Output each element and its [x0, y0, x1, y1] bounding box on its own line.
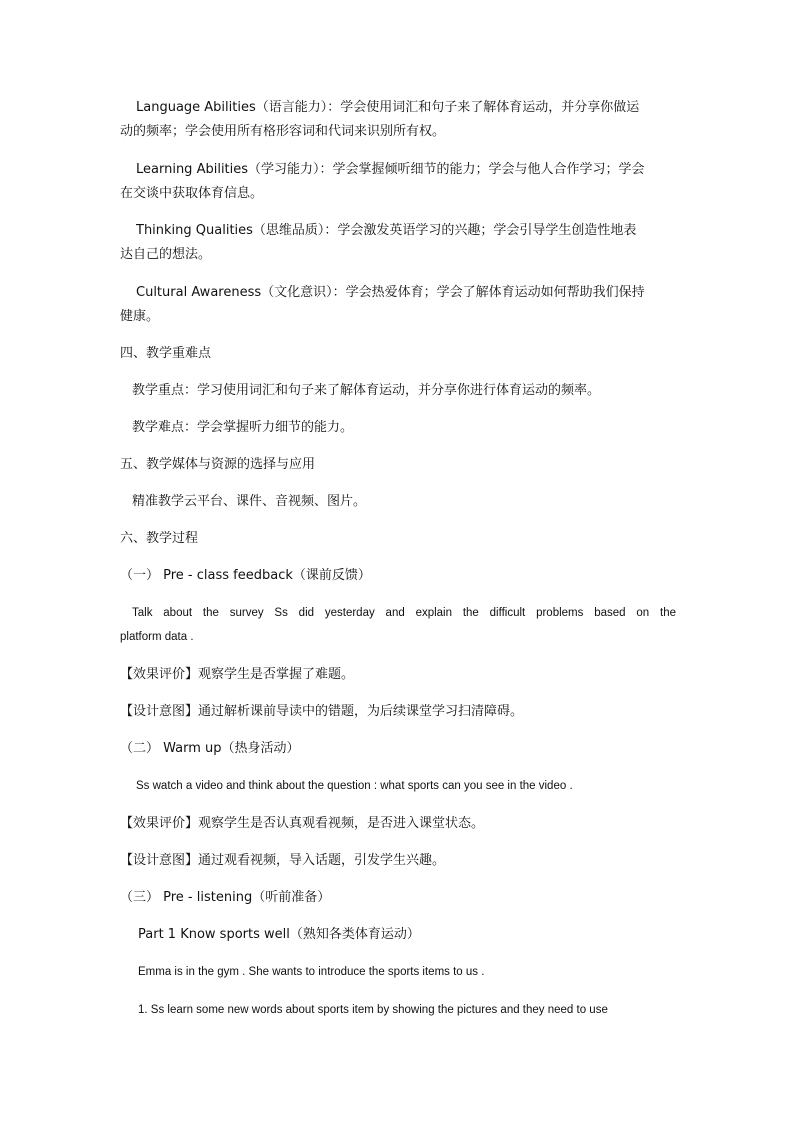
step-1-line-1: Talk about the survey Ss did yesterday and explain the difficult problems based on the: [132, 607, 676, 619]
part-1-heading: Part 1 Know sports well（熟知各类体育运动）: [138, 927, 420, 942]
cultural-awareness-line-1: Cultural Awareness（文化意识）：学会热爱体育；学会了解体育运动如何帮助我们保持: [136, 285, 645, 300]
step-2-content: Ss watch a video and think about the question : what sports can you see in the video .: [136, 780, 573, 792]
section-4-heading: 四、教学重难点: [120, 346, 212, 361]
step-2-heading: （二） Warm up（热身活动）: [120, 741, 300, 756]
step-3-heading: （三） Pre - listening（听前准备）: [120, 890, 331, 905]
part-1-item-1: 1. Ss learn some new words about sports item by showing the pictures and they need to use: [138, 1004, 608, 1016]
step-1-evaluation: 【效果评价】观察学生是否掌握了难题。: [120, 667, 355, 682]
step-1-line-2: platform data .: [120, 631, 194, 643]
learning-abilities-line-2: 在交谈中获取体育信息。: [120, 186, 264, 201]
language-abilities-line-1: Language Abilities（语言能力）：学会使用词汇和句子来了解体育运动，并分享你做运: [136, 100, 640, 115]
part-1-intro: Emma is in the gym . She wants to introduce the sports items to us .: [138, 966, 485, 978]
section-5-heading: 五、教学媒体与资源的选择与应用: [120, 457, 316, 472]
difficult-point-text: 教学难点：学会掌握听力细节的能力。: [132, 420, 354, 435]
step-2-intention: 【设计意图】通过观看视频，导入话题，引发学生兴趣。: [120, 853, 446, 868]
learning-abilities-line-1: Learning Abilities（学习能力）：学会掌握倾听细节的能力；学会与他人合作学习；学会: [136, 162, 645, 177]
section-6-heading: 六、教学过程: [120, 531, 199, 546]
section-5-content: 精准教学云平台、课件、音视频、图片。: [132, 494, 367, 509]
step-2-evaluation: 【效果评价】观察学生是否认真观看视频，是否进入课堂状态。: [120, 816, 485, 831]
key-point-text: 教学重点：学习使用词汇和句子来了解体育运动，并分享你进行体育运动的频率。: [132, 383, 601, 398]
thinking-qualities-line-1: Thinking Qualities（思维品质）：学会激发英语学习的兴趣；学会引导学生创造性地表: [136, 223, 637, 238]
cultural-awareness-line-2: 健康。: [120, 309, 160, 324]
step-1-intention: 【设计意图】通过解析课前导读中的错题，为后续课堂学习扫清障碍。: [120, 704, 524, 719]
step-1-heading: （一） Pre - class feedback（课前反馈）: [120, 568, 371, 583]
thinking-qualities-line-2: 达自己的想法。: [120, 247, 212, 262]
language-abilities-line-2: 动的频率；学会使用所有格形容词和代词来识别所有权。: [120, 124, 446, 139]
